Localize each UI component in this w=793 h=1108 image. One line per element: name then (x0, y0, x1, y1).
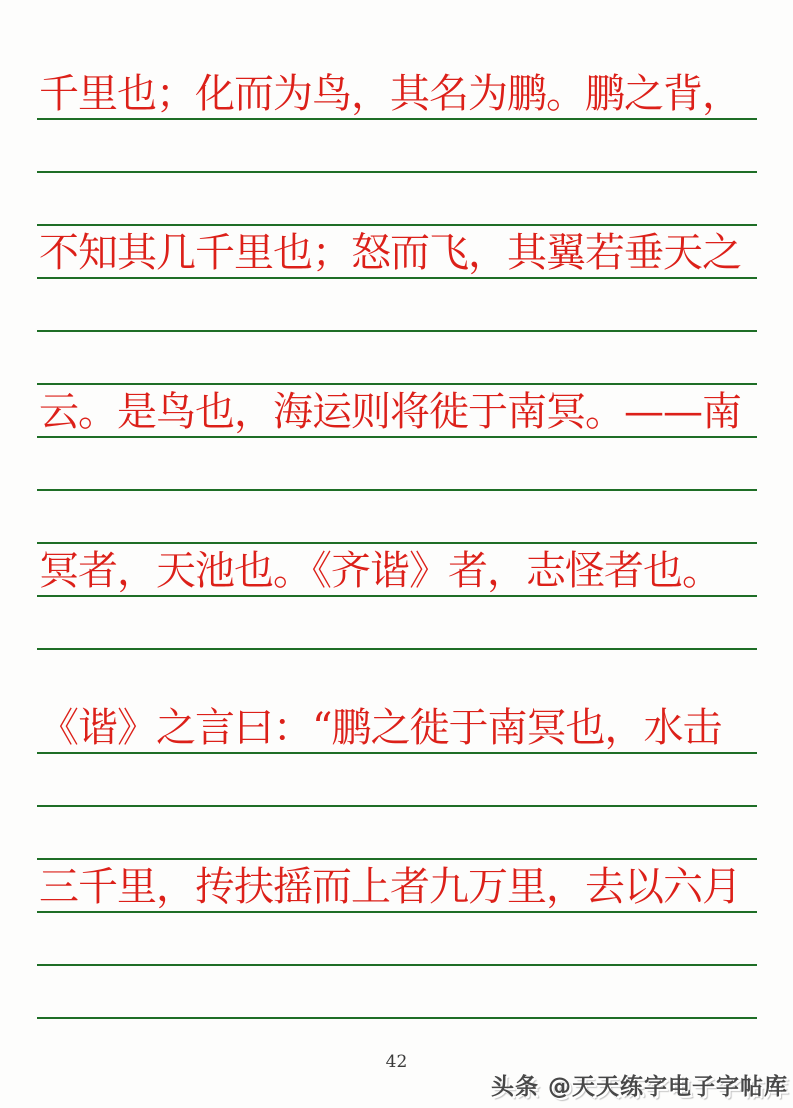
practice-blank-line (37, 491, 757, 544)
practice-blank-line (37, 120, 757, 173)
practice-blank-line (37, 913, 757, 966)
practice-blank-line (37, 438, 757, 491)
model-text-line: 千里也；化而为鸟，其名为鹏。鹏之背， (39, 71, 741, 117)
practice-blank-line (37, 966, 757, 1019)
page-number: 42 (385, 1052, 408, 1072)
practice-blank-line (37, 173, 757, 226)
model-text-line: 云。是鸟也，海运则将徙于南冥。——南 (39, 389, 741, 435)
practice-blank-line (37, 332, 757, 385)
model-text-row (37, 650, 757, 754)
model-text-line: 冥者，天池也。《齐谐》者，志怪者也。 (39, 548, 721, 594)
model-text-row (37, 544, 757, 597)
model-text-row (37, 860, 757, 913)
model-text-line: 《谐》之言曰：“鹏之徙于南冥也，水击 (39, 705, 722, 751)
model-text-row (37, 226, 757, 279)
model-text-line: 三千里，抟扶摇而上者九万里，去以六月 (39, 864, 741, 910)
model-text-line: 不知其几千里也；怒而飞，其翼若垂天之 (39, 230, 741, 276)
toutiao-watermark: 头条 @天天练字电子字帖库 (490, 1074, 788, 1100)
practice-blank-line (37, 754, 757, 807)
model-text-row (37, 67, 757, 120)
practice-blank-line (37, 279, 757, 332)
practice-blank-line (37, 597, 757, 650)
model-text-row (37, 385, 757, 438)
practice-blank-line (37, 807, 757, 860)
